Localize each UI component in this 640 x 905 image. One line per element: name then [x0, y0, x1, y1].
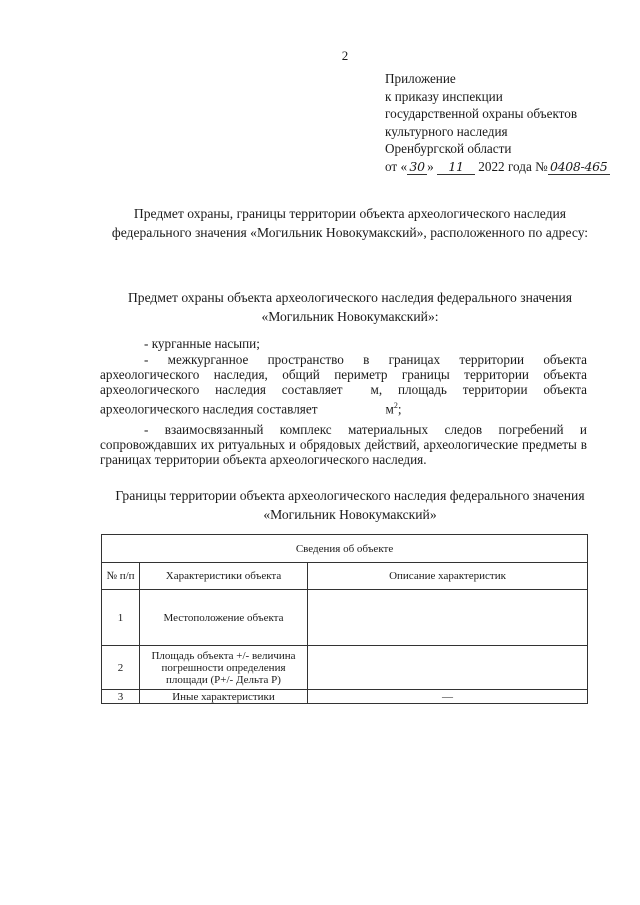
subject-item-2	[100, 352, 587, 416]
table-row	[102, 590, 588, 646]
column-header-description: Описание характеристик	[308, 563, 588, 590]
row-description	[308, 590, 588, 646]
month-field	[437, 160, 475, 175]
row-characteristic: Иные характеристики	[140, 690, 308, 704]
order-date-line	[385, 158, 610, 176]
row-number: 3	[102, 690, 140, 704]
subject-item-3: - взаимосвязанный комплекс материальных следов погребений и сопровождавших их ритуальных и обрядовых действий, археологические предметы в границах территории объекта археологического наследия.	[100, 422, 587, 468]
subject-item-2-end: ;	[397, 401, 402, 416]
month-handwritten: 11	[448, 158, 464, 174]
column-header-number: № п/п	[102, 563, 140, 590]
subject-item-2-part-b: м, площадь территории объекта археологического наследия составляет	[100, 382, 587, 416]
table-header: Сведения об объекте	[102, 535, 588, 563]
row-number: 1	[102, 590, 140, 646]
boundaries-title: Границы территории объекта археологического наследия федерального значения «Могильник Новокумакский»	[115, 488, 585, 522]
row-number: 2	[102, 646, 140, 690]
year-text: 2022 года №	[478, 158, 548, 174]
subject-item-2-part-a: - межкурганное пространство в границах территории объекта археологического наследия, общий периметр границы территории объекта археологического наследия составляет	[100, 352, 587, 398]
area-unit-superscript: 2	[393, 400, 398, 410]
subject-item-1: - курганные насыпи;	[144, 336, 260, 351]
appendix-block	[385, 70, 610, 176]
appendix-line: Оренбургской области	[385, 141, 512, 157]
table-row	[102, 646, 588, 690]
order-number-handwritten: 0408-465	[549, 158, 608, 174]
appendix-line: государственной охраны объектов	[385, 106, 578, 122]
row-description: —	[308, 690, 588, 704]
object-info-table	[101, 534, 588, 704]
subject-title: Предмет охраны объекта археологического наследия федерального значения «Могильник Новокумакский»:	[127, 290, 573, 324]
day-field	[407, 160, 427, 175]
page-number: 2	[341, 48, 349, 63]
table-columns-row	[102, 563, 588, 590]
appendix-line: Приложение	[385, 71, 456, 86]
column-header-characteristic: Характеристики объекта	[140, 563, 308, 590]
order-number-field	[548, 160, 610, 175]
appendix-line: к приказу инспекции	[385, 88, 503, 104]
day-handwritten: 30	[409, 158, 425, 174]
appendix-line: культурного наследия	[385, 123, 508, 139]
row-characteristic: Местоположение объекта	[140, 590, 308, 646]
area-unit: м	[385, 401, 394, 416]
document-title: Предмет охраны, границы территории объекта археологического наследия федерального значения «Могильник Новокумакский», расположенного по адресу:	[111, 206, 589, 240]
table-header-row	[102, 535, 588, 563]
table-row	[102, 690, 588, 704]
row-characteristic: Площадь объекта +/- величина погрешности определения площади (Р+/- Дельта Р)	[140, 646, 308, 690]
date-mid: »	[427, 158, 434, 174]
date-prefix: от «	[385, 158, 408, 174]
row-description	[308, 646, 588, 690]
